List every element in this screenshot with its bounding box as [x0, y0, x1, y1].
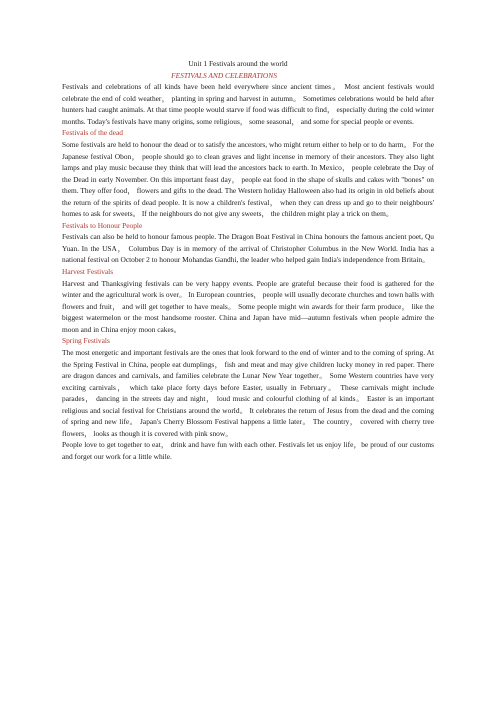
main-heading: FESTIVALS AND CELEBRATIONS — [171, 70, 277, 80]
document-page — [62, 58, 434, 462]
section-body-festivals-of-the-dead: Some festivals are held to honour the dead or to satisfy the ancestors, who might return either to help or to do harm。 For the Japanese festival Obon， people should go to clean graves and light incense in memory of their ancestors. They also light lamps and play music because they think that will lead the ancestors back to earth. In Mexico， people celebrate the Day of the Dead in early November. On this important feast day， people eat food in the shape of skulls and cakes with "bones" on them. They offer food， flowers and gifts to the dead. The Western holiday Halloween also had its origin in old beliefs about the return of the spirits of dead people. It is now a children's festival， when they can dress up and go to their neighbours' homes to ask for sweets。 If the neighbours do not give any sweets， the children might play a trick on them。 — [62, 139, 434, 219]
intro-paragraph: Festivals and celebrations of all kinds have been held everywhere since ancient times。 Most ancient festivals would celebrate the end of cold weather， planting in spring and harvest in autumn。 Sometimes celebrations would be held after hunters had caught animals. At that time people would starve if food was difficult to find， especially during the cold winter months. Today's festivals have many origins, some religious， some seasonal， and some for special people or events. — [62, 82, 434, 126]
section-body-festivals-to-honour-people: Festivals can also be held to honour famous people. The Dragon Boat Festival in China honours the famous ancient poet, Qu Yuan. In the USA， Columbus Day is in memory of the arrival of Christopher Columbus in the New World. India has a national festival on October 2 to honour Mohandas Gandhi, the leader who helped gain India's independence from Britain。 — [62, 232, 434, 265]
closing-paragraph: People love to get together to eat， drink and have fun with each other. Festivals let us enjoy life，be proud of our customs and forget our work for a little while. — [62, 440, 434, 461]
section-heading-festivals-to-honour-people: Festivals to Honour People — [62, 220, 143, 230]
section-heading-harvest-festivals: Harvest Festivals — [62, 267, 114, 277]
section-body-spring-festivals: The most energetic and important festivals are the ones that look forward to the end of winter and to the coming of spring. At the Spring Festival in China, people eat dumplings， fish and meat and may give children lucky money in red paper. There are dragon dances and carnivals, and families celebrate the Lunar New Year together。 Some Western countries have very exciting carnivals， which take place forty days before Easter, usually in February。 These carnivals might include parades， dancing in the streets day and night， loud music and colourful clothing of al kinds。 Easter is an important religious and social festival for Christians around the world。 It celebrates the return of Jesus from the dead and the coming of spring and new life。 Japan's Cherry Blossom Festival happens a little later。 The country， covered with cherry tree flowers， looks as though it is covered with pink snow。 — [62, 347, 434, 438]
section-body-harvest-festivals: Harvest and Thanksgiving festivals can be very happy events. People are grateful because their food is gathered for the winter and the agricultural work is over。 In European countries， people will usually decorate churches and town halls with flowers and fruit， and will get together to have meals。 Some people might win awards for their farm produce， like the biggest watermelon or the most handsome rooster. China and Japan have mid—autumn festivals when people admire the moon and in China enjoy moon cakes。 — [62, 278, 434, 334]
section-heading-spring-festivals: Spring Festivals — [62, 336, 110, 346]
unit-title: Unit 1 Festivals around the world — [188, 59, 288, 68]
section-heading-festivals-of-the-dead: Festivals of the dead — [62, 128, 123, 138]
